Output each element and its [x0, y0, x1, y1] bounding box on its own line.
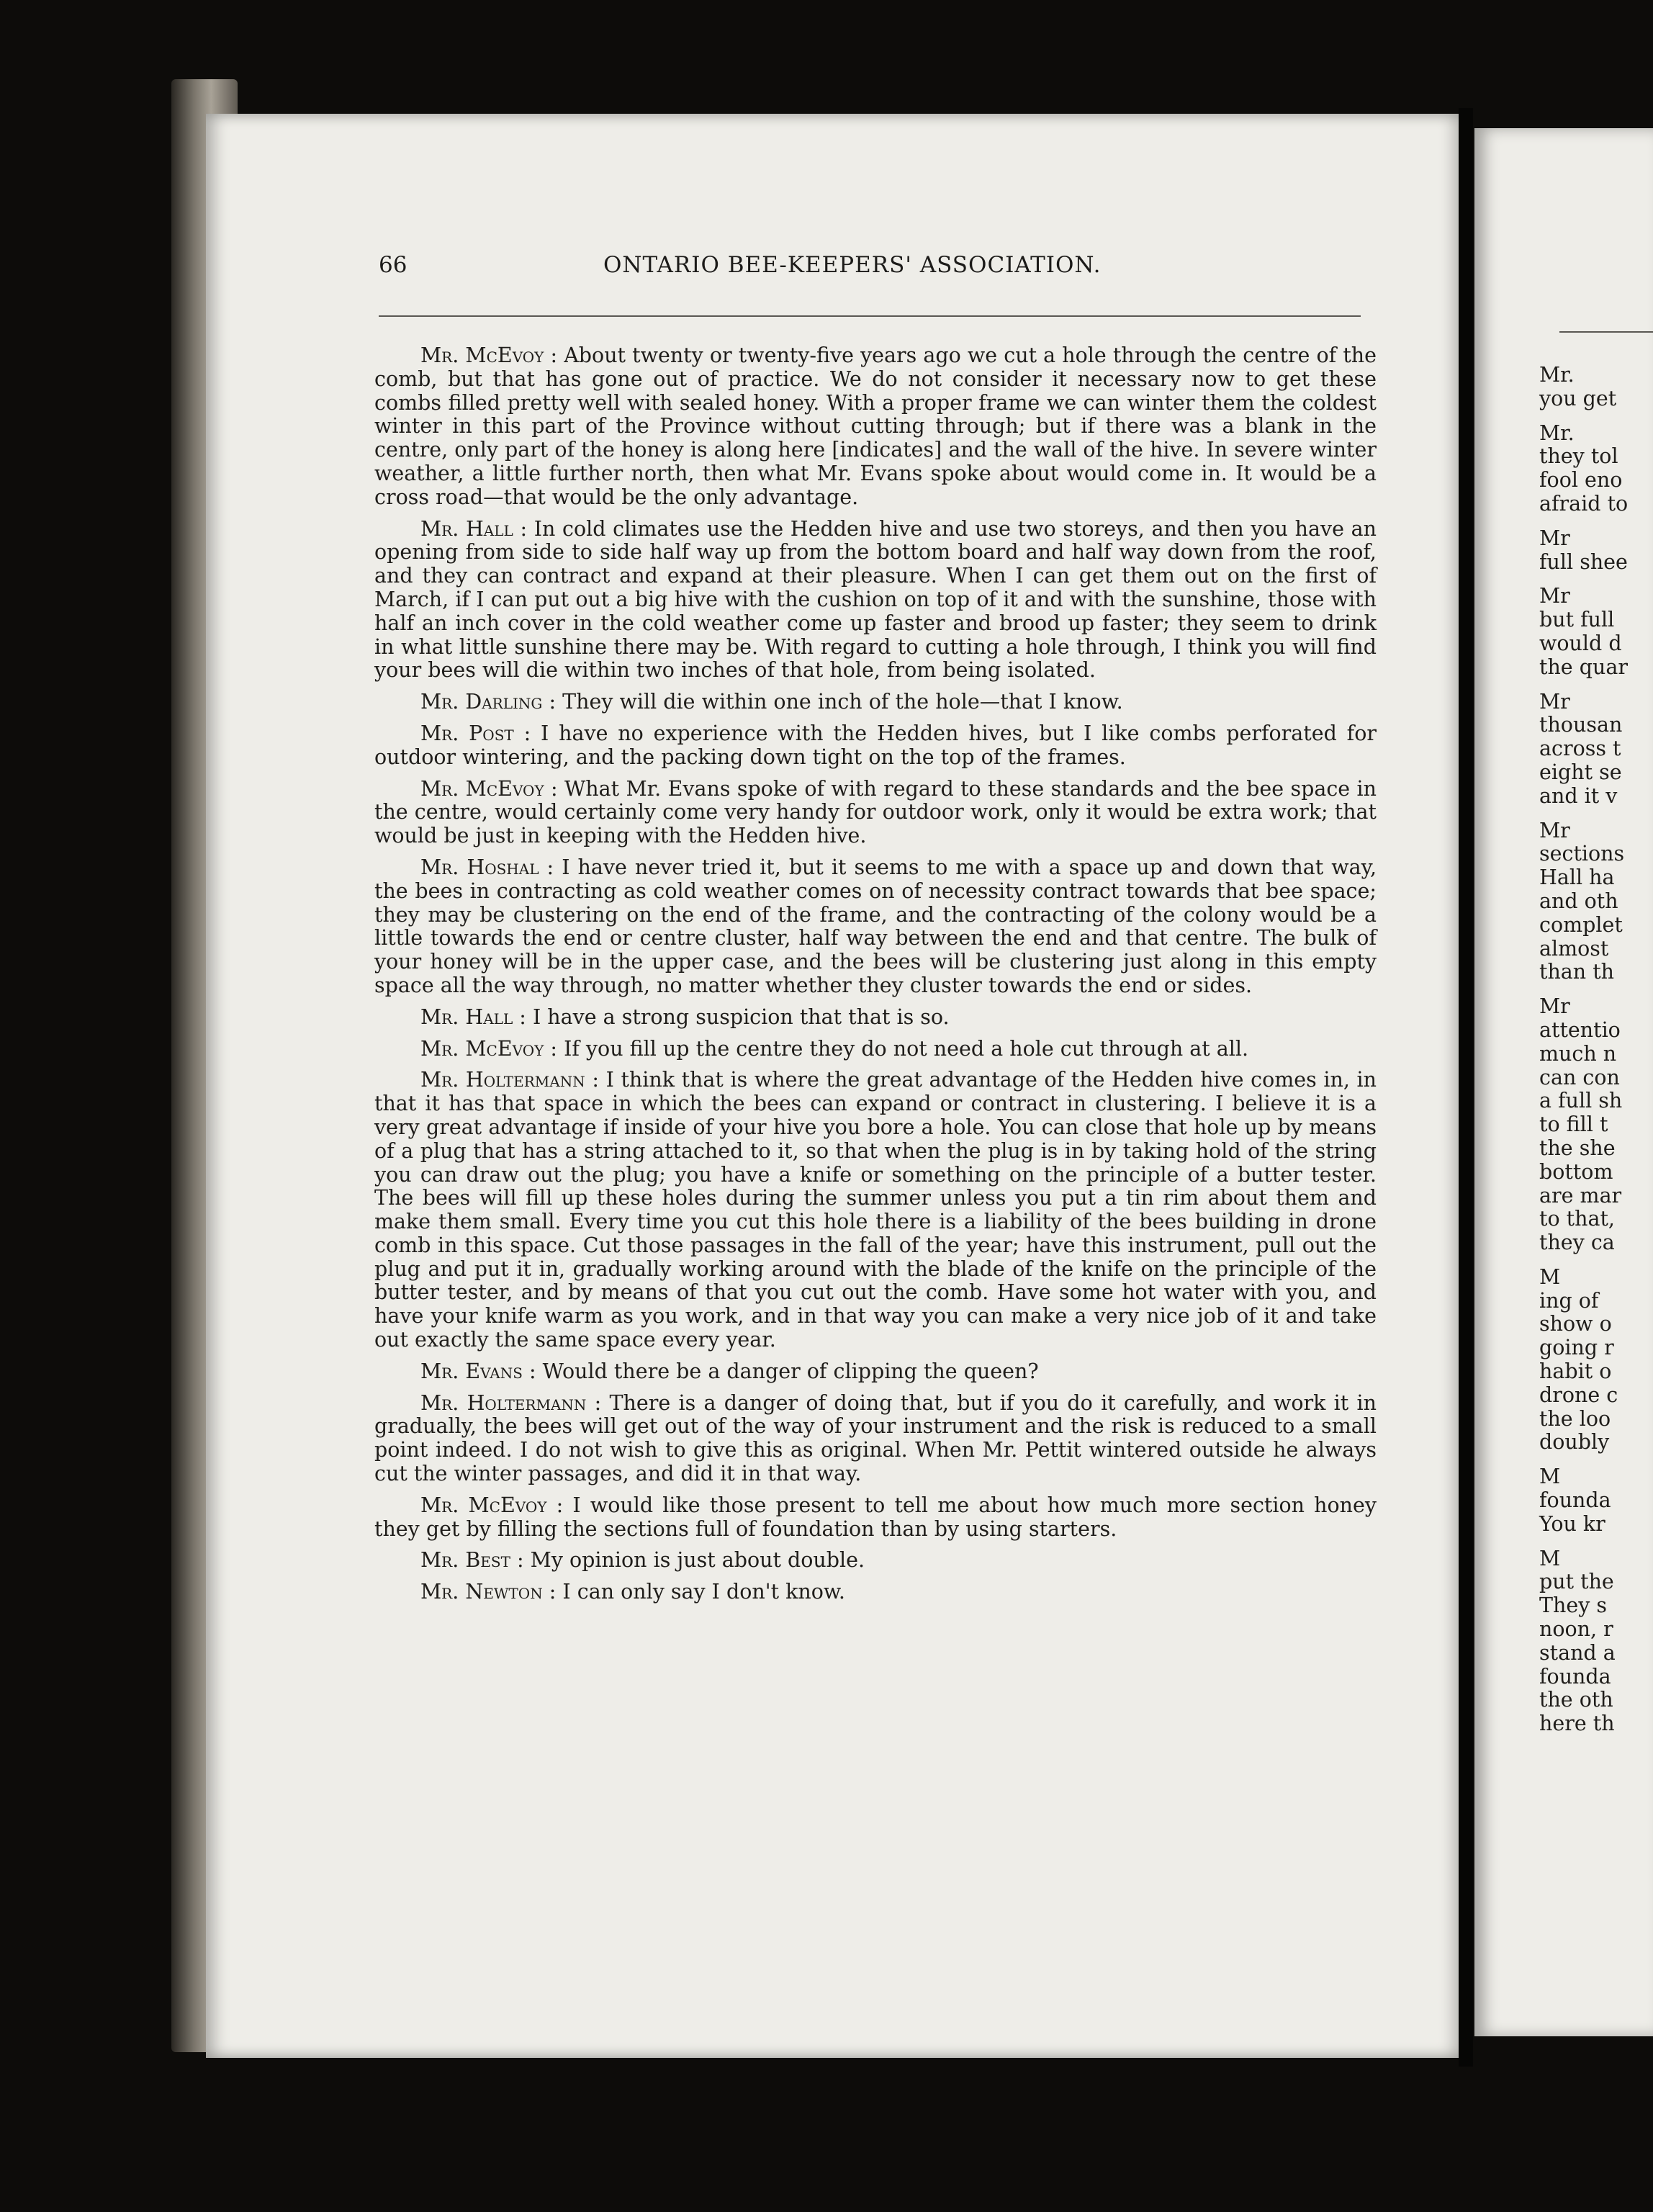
- paragraph: [374, 1360, 1377, 1384]
- facing-page-line: a full sh: [1539, 1089, 1623, 1113]
- facing-page-gap: [1539, 984, 1653, 995]
- facing-page-gap: [1539, 680, 1653, 691]
- paragraph: [374, 518, 1377, 683]
- speech-text: : I have never tried it, but it seems to me with a space up and down that way, the bees in contracting as cold weather comes on of necessity contract towards that bee space; they may be clustering on the end of the frame, and the contracting of the colony would be a little towards the end or centre cluster, half way between the end and that centre. The bulk of your honey will be in the upper case, and the bees will be clustering just along in this empty space all the way through, no matter whether they cluster towards the end or sides.: [374, 855, 1377, 997]
- facing-page-line: the quar: [1539, 655, 1628, 679]
- speaker-name: Mr. Hall: [420, 1004, 513, 1029]
- facing-page-line: the loo: [1539, 1406, 1611, 1431]
- speech-text: : Would there be a danger of clipping the queen?: [528, 1359, 1039, 1383]
- speaker-name: Mr. Post: [420, 721, 514, 745]
- facing-page-line: M: [1539, 1546, 1561, 1570]
- speech-text: : I have no experience with the Hedden hives, but I like combs perforated for outdoor wintering, and the packing down tight on the top of the frames.: [374, 721, 1377, 769]
- paragraph: [374, 778, 1377, 848]
- facing-page-line: the oth: [1539, 1688, 1613, 1712]
- facing-page-line: the she: [1539, 1136, 1616, 1160]
- facing-page-line: they tol: [1539, 444, 1618, 469]
- facing-page-gap: [1539, 574, 1653, 585]
- discussion-text: [374, 344, 1377, 1612]
- facing-page-line: afraid to: [1539, 491, 1629, 516]
- facing-page-line: Mr: [1539, 526, 1570, 550]
- facing-page-line: can con: [1539, 1065, 1620, 1089]
- facing-page-line: but full: [1539, 608, 1615, 632]
- paragraph: [374, 344, 1377, 510]
- running-title: ONTARIO BEE-KEEPERS' ASSOCIATION.: [603, 252, 1102, 278]
- paragraph: [374, 722, 1377, 770]
- page-number: 66: [379, 252, 407, 278]
- facing-page-line: show o: [1539, 1312, 1612, 1336]
- facing-page-line: are mar: [1539, 1183, 1622, 1208]
- facing-page-line: sections: [1539, 842, 1625, 866]
- page-gutter: [1459, 108, 1473, 2067]
- speech-text: : I would like those present to tell me about how much more section honey they get by filling the sections full of foundation than by using starters.: [374, 1493, 1377, 1541]
- facing-page-line: drone c: [1539, 1382, 1618, 1407]
- speaker-name: Mr. Newton: [420, 1580, 543, 1604]
- facing-page-line: M: [1539, 1465, 1561, 1489]
- facing-page-line: Mr: [1539, 994, 1570, 1019]
- paragraph: [374, 1006, 1377, 1030]
- speaker-name: Mr. Hoshal: [420, 855, 539, 879]
- speech-text: : What Mr. Evans spoke of with regard to these standards and the bee space in the centre, would certainly come very handy for outdoor work, only it would be extra work; that would be just in keeping with the Hedden hive.: [374, 776, 1377, 848]
- facing-page-gap: [1539, 411, 1653, 422]
- paragraph: [374, 1392, 1377, 1486]
- paragraph: [374, 1038, 1377, 1061]
- facing-page-line: you get: [1539, 386, 1617, 410]
- paragraph: [374, 1069, 1377, 1352]
- facing-page-line: You kr: [1539, 1511, 1605, 1536]
- facing-page-gap: [1539, 1537, 1653, 1547]
- speech-text: : I can only say I don't know.: [549, 1580, 845, 1604]
- facing-page-line: complet: [1539, 912, 1623, 937]
- speaker-name: Mr. Hall: [420, 516, 513, 541]
- speaker-name: Mr. McEvoy: [420, 1036, 544, 1061]
- speech-text: : My opinion is just about double.: [517, 1548, 865, 1573]
- facing-page-line: to that,: [1539, 1207, 1615, 1231]
- facing-page-gap: [1539, 516, 1653, 527]
- facing-page-line: almost: [1539, 936, 1609, 961]
- speaker-name: Mr. Darling: [420, 690, 543, 714]
- facing-page-line: much n: [1539, 1041, 1617, 1066]
- speaker-name: Mr. McEvoy: [420, 343, 544, 367]
- speaker-name: Mr. Holtermann: [420, 1390, 587, 1415]
- facing-page-line: Mr: [1539, 818, 1570, 842]
- facing-page-line: full shee: [1539, 549, 1628, 574]
- speech-text: : I have a strong suspicion that that is so.: [519, 1004, 950, 1029]
- speech-text: : They will die within one inch of the hole—that I know.: [549, 690, 1123, 714]
- speaker-name: Mr. Best: [420, 1548, 510, 1573]
- facing-page-gap: [1539, 809, 1653, 819]
- facing-page-line: eight se: [1539, 760, 1622, 784]
- facing-page-line: and it v: [1539, 783, 1618, 808]
- facing-page-line: habit o: [1539, 1359, 1612, 1384]
- facing-page-line: fool eno: [1539, 468, 1623, 493]
- facing-page-line: Mr: [1539, 584, 1570, 608]
- facing-page-line: attentio: [1539, 1017, 1621, 1042]
- facing-page-line: M: [1539, 1264, 1561, 1289]
- paragraph: [374, 856, 1377, 998]
- paragraph: [374, 1549, 1377, 1573]
- facing-page-line: here th: [1539, 1712, 1615, 1736]
- facing-page-line: they ca: [1539, 1231, 1615, 1255]
- facing-page-line: Mr.: [1539, 363, 1575, 387]
- speaker-name: Mr. McEvoy: [420, 776, 544, 801]
- facing-page-line: than th: [1539, 960, 1615, 984]
- facing-page-line: founda: [1539, 1664, 1611, 1689]
- speech-text: : About twenty or twenty-five years ago we cut a hole through the centre of the comb, but that has gone out of practice. We do not consider it necessary now to get these combs filled pretty well with sealed honey. With a proper frame we can winter them the coldest winter in this part of the Province without cutting through; but if there was a blank in the centre, only part of the honey is along here [indicates] and the wall of the hive. In severe winter weather, a little further north, then what Mr. Evans spoke about would come in. It would be a cross road—that would be the only advantage.: [374, 343, 1377, 509]
- facing-page-line: Hall ha: [1539, 866, 1615, 890]
- facing-page-line: They s: [1539, 1593, 1608, 1618]
- facing-page-gap: [1539, 1455, 1653, 1465]
- facing-page-line: to fill t: [1539, 1112, 1608, 1137]
- speech-text: : In cold climates use the Hedden hive and use two storeys, and then you have an opening from side to side half way up from the bottom board and half way down from the roof, and they can contract and expand at their pleasure. When I can get them out on the first of March, if I can put out a big hive with the cushion on top of it and with the sunshine, those with half an inch cover in the cold weather come up faster and brood up faster; they seem to drink in what little sunshine there may be. With regard to cutting a hole through, I think you will find your bees will die within two inches of that hole, from being isolated.: [374, 516, 1377, 683]
- facing-page-line: noon, r: [1539, 1617, 1613, 1642]
- speech-text: : There is a danger of doing that, but if you do it carefully, and work it in gradually, the bees will get out of the way of your instrument and the risk is reduced to a small point indeed. I do not wish to give this as original. When Mr. Pettit wintered outside he always cut the winter passages, and did it in that way.: [374, 1390, 1377, 1486]
- facing-page-text: [1539, 364, 1653, 1736]
- facing-page-line: ing of: [1539, 1288, 1599, 1313]
- speech-text: : I think that is where the great advantage of the Hedden hive comes in, in that it has that space in which the bees can expand or contract in clustering. I believe it is a very great advantage if inside of your hive you bore a hole. You can close that hole up by means of a plug that has a string attached to it, so that when the plug is in by taking hold of the string you can draw out the plug; you have a knife or something on the principle of a butter tester. The bees will fill up these holes during the summer unless you put a tin rim about them and make them small. Every time you cut this hole there is a liability of the bees building in drone comb in this space. Cut those passages in the fall of the year; have this instrument, pull out the plug and put it in, gradually working around with the blade of the knife on the principle of the butter tester, and by means of that you cut out the comb. Have some hot water with you, and have your knife warm as you work, and in that way you can make a very nice job of it and take out exactly the same space every year.: [374, 1068, 1377, 1352]
- facing-page-line: doubly: [1539, 1430, 1610, 1455]
- header-rule: [379, 315, 1361, 317]
- facing-page-rule: [1559, 331, 1653, 333]
- facing-page-line: Mr.: [1539, 421, 1575, 445]
- facing-page-line: Mr: [1539, 689, 1570, 714]
- speaker-name: Mr. Evans: [420, 1359, 523, 1383]
- page-header: [379, 252, 1365, 288]
- facing-page-line: and oth: [1539, 889, 1618, 913]
- facing-page-gap: [1539, 1255, 1653, 1266]
- speech-text: : If you fill up the centre they do not need a hole cut through at all.: [550, 1036, 1249, 1061]
- paragraph: [374, 691, 1377, 714]
- facing-page-line: bottom: [1539, 1159, 1613, 1184]
- facing-page-line: put the: [1539, 1570, 1614, 1594]
- facing-page-line: founda: [1539, 1488, 1611, 1513]
- facing-page-line: across t: [1539, 737, 1621, 761]
- facing-page-line: thousan: [1539, 713, 1623, 737]
- paragraph: [374, 1581, 1377, 1604]
- facing-page-line: stand a: [1539, 1640, 1616, 1665]
- facing-page-line: would d: [1539, 631, 1622, 655]
- paragraph: [374, 1494, 1377, 1542]
- speaker-name: Mr. Holtermann: [420, 1068, 585, 1092]
- facing-page-line: going r: [1539, 1336, 1614, 1360]
- speaker-name: Mr. McEvoy: [420, 1493, 547, 1517]
